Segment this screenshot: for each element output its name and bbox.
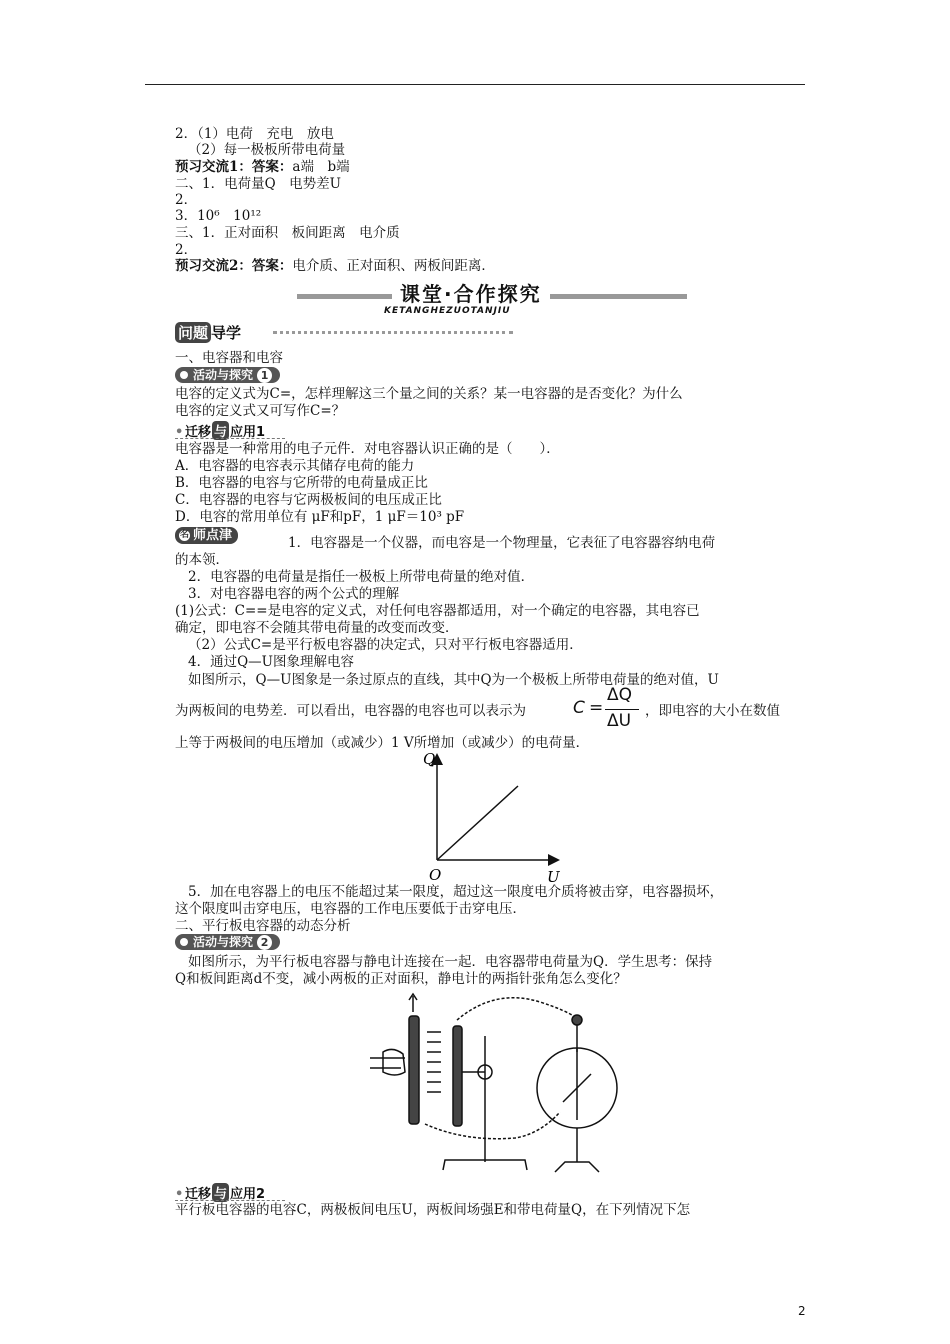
- q-u-line: [437, 786, 518, 860]
- answer-line: 2．: [175, 242, 198, 258]
- tip-text: 4．通过Q—U图象理解电容: [188, 654, 355, 670]
- tip-text: 确定，即电容不会随其带电荷量的改变而改变．: [175, 620, 459, 636]
- tip-text: 为两板间的电势差．可以看出，电容器的电容也可以表示为: [175, 703, 526, 719]
- bullet-icon: •: [175, 1187, 184, 1202]
- apply-tag: [175, 421, 265, 440]
- apply-b: 应用: [230, 1187, 257, 1202]
- hand: [370, 1058, 405, 1068]
- answer-line: 三、1．正对面积 板间距离 电介质: [175, 225, 400, 241]
- x-axis-label: U: [547, 868, 560, 886]
- formula-numerator: ΔQ: [607, 685, 633, 705]
- tip-text: 2．电容器的电荷量是指任一极板上所带电荷量的绝对值．: [188, 569, 535, 585]
- bullet-icon: [180, 938, 188, 946]
- option-c: C．电容器的电容与它两极板间的电压成正比: [175, 492, 442, 508]
- banner-title: 课堂·合作探究: [392, 278, 550, 307]
- answer-text: a端 b端: [292, 159, 350, 175]
- answer-label: 答案：: [251, 159, 293, 175]
- y-axis-label: Q: [423, 750, 436, 768]
- tip-text: 如图所示，Q—U图象是一条过原点的直线，其中Q为一个极板上所带电荷量的绝对值，U: [188, 672, 719, 688]
- right-plate: [453, 1026, 462, 1126]
- bullet-icon: [180, 371, 188, 379]
- fraction-bar: [605, 709, 639, 710]
- wire-bottom: [425, 1112, 560, 1139]
- dashed-underline: [175, 438, 285, 439]
- tip-text: (1)公式：C==是电容的定义式，对任何电容器都适用，对一个确定的电容器，其电容已: [175, 603, 700, 619]
- formula-eq: =: [589, 698, 604, 718]
- answer-line: 3．10⁶ 10¹²: [175, 208, 262, 224]
- banner-subtitle: KETANGHEZUOTANJIU: [384, 306, 511, 316]
- question-text: 平行板电容器的电容C，两极板间电压U，两板间场强E和带电荷量Q，在下列情况下怎: [175, 1202, 691, 1218]
- tip-text: 上等于两极间的电压增加（或减少）1 V所增加（或减少）的电荷量．: [175, 735, 590, 751]
- apply-tag: [175, 1183, 265, 1202]
- answer-line: （2）每一极板所带电荷量: [188, 142, 346, 158]
- teacher-label: 师点津: [193, 528, 233, 543]
- part-title: 一、电容器和电容: [175, 350, 283, 366]
- apply-number: 1: [256, 425, 266, 440]
- header-rule: [145, 84, 805, 85]
- section-heading: [175, 322, 241, 343]
- q-u-graph: [415, 748, 565, 888]
- question-text: 电容的定义式又可写作C=？: [175, 403, 346, 419]
- section-heading-rest: 导学: [211, 324, 242, 342]
- apply-a: 迁移: [185, 1187, 212, 1202]
- question-text: Q和板间距离d不变，减小两板的正对面积，静电计的两指针张角怎么变化？: [175, 971, 627, 987]
- activity-label: 活动与探究: [193, 935, 254, 949]
- tip-text: 1．电容器是一个仪器，而电容是一个物理量，它表征了电容器容纳电荷: [288, 535, 716, 551]
- apply-a: 迁移: [185, 425, 212, 440]
- tip-text: 的本领．: [175, 552, 229, 568]
- preview-label: 预习交流1：: [175, 159, 252, 175]
- part-title: 二、平行板电容器的动态分析: [175, 918, 351, 934]
- question-text: 电容的定义式为C=，怎样理解这三个量之间的关系？某一电容器的是否变化？为什么: [175, 386, 683, 402]
- apply-with: 与: [212, 1183, 229, 1202]
- tip-text: （2）公式C=是平行板电容器的决定式，只对平行板电容器适用．: [188, 637, 583, 653]
- hand-grip: [383, 1049, 405, 1075]
- formula-c: C: [573, 698, 585, 718]
- answer-line: [175, 258, 495, 275]
- wire-top: [457, 998, 577, 1020]
- answer-line: 二、1．电荷量Q 电势差U: [175, 176, 342, 192]
- activity-label: 活动与探究: [193, 368, 254, 382]
- tip-text: ，即电容的大小在数值: [645, 703, 780, 719]
- question-stem: 电容器是一种常用的电子元件．对电容器认识正确的是（ ）．: [175, 441, 560, 457]
- apply-with: 与: [212, 421, 229, 440]
- bullet-icon: •: [175, 425, 184, 440]
- tip-text: 这个限度叫击穿电压，电容器的工作电压要低于击穿电压．: [175, 901, 526, 917]
- electrometer-base: [555, 1128, 599, 1172]
- apply-number: 2: [256, 1187, 266, 1202]
- option-a: A．电容器的电容表示其储存电荷的能力: [175, 458, 415, 474]
- teacher-tip-tag: [175, 527, 238, 544]
- page-number: 2: [798, 1304, 806, 1318]
- option-d: D．电容的常用单位有 μF和pF，1 μF＝10³ pF: [175, 509, 465, 525]
- preview-label: 预习交流2：: [175, 258, 252, 274]
- question-text: 如图所示，为平行板电容器与静电计连接在一起．电容器带电荷量为Q．学生思考：保持: [188, 954, 713, 970]
- answer-line: [175, 159, 350, 176]
- teacher-dot: 名: [179, 530, 189, 540]
- origin-label: O: [429, 866, 442, 884]
- field-lines: [427, 1032, 441, 1092]
- section-heading-box: 问题: [175, 322, 211, 343]
- section-banner: [297, 280, 687, 306]
- activity-number: 2: [257, 935, 272, 950]
- tip-text: 3．对电容器电容的两个公式的理解: [188, 586, 400, 602]
- activity-tag: [175, 367, 280, 383]
- tip-text: 5．加在电容器上的电压不能超过某一限度，超过这一限度电介质将被击穿，电容器损坏，: [188, 884, 724, 900]
- answer-line: 2．（1）电荷 充电 放电: [175, 126, 334, 142]
- electrometer-ball: [572, 1015, 582, 1025]
- dotted-divider: [273, 331, 513, 334]
- dashed-underline: [175, 1200, 285, 1201]
- formula-denominator: ΔU: [607, 711, 632, 731]
- apply-b: 应用: [230, 425, 257, 440]
- left-plate: [409, 1016, 419, 1124]
- answer-label: 答案：: [251, 258, 293, 274]
- option-b: B．电容器的电容与它所带的电荷量成正比: [175, 475, 428, 491]
- answer-line: 2．: [175, 192, 198, 208]
- activity-number: 1: [257, 368, 272, 383]
- activity-tag: [175, 934, 280, 950]
- answer-text: 电介质、正对面积、两板间距离．: [292, 258, 495, 274]
- electrometer-illustration: [365, 992, 645, 1184]
